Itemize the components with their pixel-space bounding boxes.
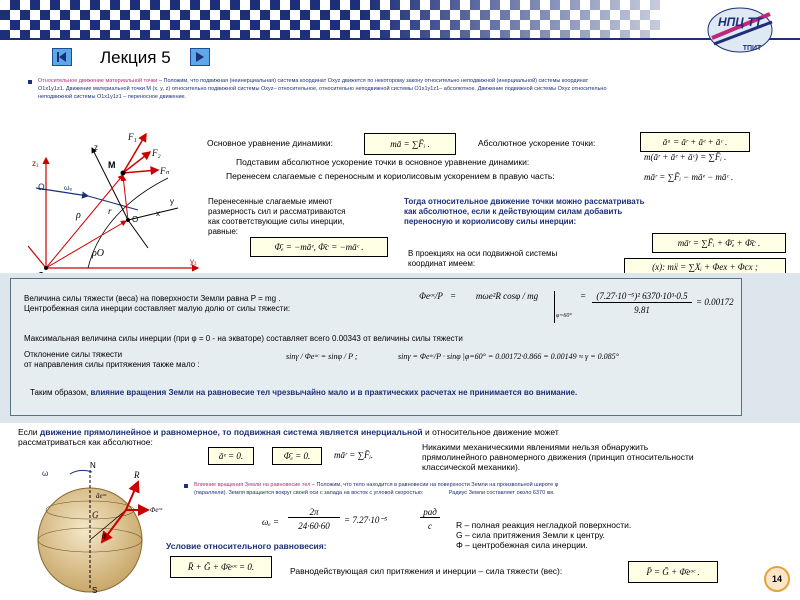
relativity-line3: классической механики).: [422, 462, 521, 472]
label-phi: Φeᵒᶜ: [150, 506, 163, 514]
resultant-label: Равнодействующая сил притяжения и инерции – сила тяжести (вес):: [290, 566, 563, 576]
transfer-line1: Перенесенные слагаемые имеют: [208, 197, 333, 206]
label-F1: F₁: [128, 132, 137, 142]
omega-value: = 7.27·10⁻⁵: [344, 515, 388, 525]
sine-gamma-formula: sinγ = Φeᵒᶜ/P · sinφ |φ=60° = 0.00172·0.866 = 0.00149 ≈ γ = 0.085°: [398, 352, 619, 361]
inertial-pre: Если: [18, 427, 40, 437]
omega-formula: [262, 507, 452, 541]
dynamics-formula: mā = ∑F̄ᵢ .: [364, 133, 456, 155]
earth-rotation-text: [194, 481, 790, 497]
earth-rotation-line1: – Положим, что тело находится в равновесии на поверхности Земли на произвольной широте φ: [310, 482, 559, 488]
ae-zero-formula: āᵉ = 0.: [208, 447, 254, 465]
label-omega: ω: [42, 469, 49, 478]
move-label: Перенесем слагаемые с переносным и кориолисовым ускорением в правую часть:: [226, 171, 555, 181]
deviation-line1: Отклонение силы тяжести: [24, 350, 123, 359]
label-S: S: [92, 586, 98, 595]
ratio-middle: mωe²R cosφ / mg: [475, 291, 539, 301]
page-title: Лекция 5: [100, 48, 171, 67]
relativity-line1: Никакими механическими явлениями нельзя обнаружить: [422, 442, 649, 452]
inertial-rest: и относительное движение может: [422, 427, 559, 437]
ratio-rhs-num: (7.27·10⁻⁵)² 6370·10³·0.5: [592, 291, 692, 303]
gravity-line2: Центробежная сила инерции составляет малую долю от силы тяжести:: [24, 304, 291, 313]
relativity-line2: прямолинейного равномерного движения (принцип относительности: [422, 452, 694, 462]
subst-label: Подставим абсолютное ускорение точки в основное уравнение динамики:: [236, 157, 530, 167]
deviation-line2: от направления силы притяжения также мало :: [24, 360, 200, 369]
abs-acc-label: Абсолютное ускорение точки:: [478, 138, 596, 148]
ratio-rhs-den: 9.81: [634, 305, 650, 315]
max-inertia-text: Максимальная величина силы инерции (при φ = 0 - на экваторе) составляет всего 0.00343 от величины силы тяжести: [24, 334, 463, 343]
subst-formula: m(āʳ + āᵉ + āᶜ) = ∑F̄ᵢ .: [644, 152, 727, 162]
then-text: [404, 197, 645, 227]
label-rho0: ρO: [92, 248, 105, 259]
sine-law-formula: sinγ / Φeᵒᶜ = sinφ / P ;: [286, 352, 358, 361]
relative-motion-diagram: [28, 118, 208, 278]
conclusion-bold: влияние вращения Земли на равновесие тел чрезвычайно мало и в практических расчетах не принимается во внимание.: [90, 388, 578, 397]
label-omega-big: Ω: [38, 182, 45, 192]
label-O: O: [132, 215, 139, 224]
Phi-definition: Φ – центробежная сила инерции.: [456, 540, 588, 550]
label-z1: z₁: [32, 159, 39, 168]
R-definition: R – полная реакция негладкой поверхности.: [456, 520, 632, 530]
ratio-lhs: Φeᵒᶜ/P: [419, 291, 443, 301]
logo: [700, 4, 784, 56]
prev-slide-button[interactable]: [52, 48, 72, 66]
abs-acc-formula: āᵃ = āʳ + āᵉ + āᶜ .: [640, 132, 750, 152]
header-fade: [0, 0, 660, 38]
label-Fn: Fₙ: [160, 166, 170, 176]
label-G: G: [92, 510, 99, 520]
equilibrium-formula: R̄ + Ḡ + Φ̄eᵒᶜ = 0.: [170, 556, 272, 578]
label-aoc: āeᵒᶜ: [96, 492, 107, 500]
axis-x1: [28, 246, 46, 268]
gravity-line1: Величина силы тяжести (веса) на поверхности Земли равна P = mg .: [24, 294, 281, 303]
deviation-text: [24, 350, 200, 370]
next-slide-button[interactable]: [190, 48, 210, 66]
proj-line2: координат имеем:: [408, 259, 476, 268]
gravity-text: [24, 294, 290, 314]
prev-icon: [53, 49, 71, 65]
earth-rotation-line2: (параллели). Земля вращается вокруг своей оси с запада на восток с угловой скоростью:: [194, 490, 424, 496]
intro-highlight: Относительное движение материальной точки: [38, 78, 158, 84]
omega-unit-num: рад: [420, 507, 440, 518]
label-F2: F₂: [152, 148, 161, 158]
then-line1: Тогда относительное движение точки можно рассматривать: [404, 197, 645, 206]
transfer-text: [208, 197, 345, 237]
relative-motion-formula: māʳ = ∑F̄ᵢ + Φ̄ₑ + Φ̄c .: [652, 233, 786, 253]
transfer-line3: как соответствующие силы инерции,: [208, 217, 345, 226]
label-M: M: [108, 160, 116, 170]
intro-line3: неподвижной системы O1x1y1z1 – переносное движение.: [38, 94, 187, 100]
inertial-bold: движение прямолинейное и равномерное, то подвижная система является инерциальной: [39, 427, 423, 437]
page-number-badge: 14: [764, 566, 790, 592]
omega-den: 24·60·60: [298, 521, 330, 531]
earth-bullet: [184, 484, 188, 488]
transfer-line4: равные:: [208, 227, 238, 236]
relativity-text: [422, 442, 694, 472]
label-N: N: [90, 461, 96, 470]
intro-line1: – Положим, что подвижная (неинерциальная) система координат Oxyz движется по некоторому закону относительно неподвижной (инерциальной) системы координат: [157, 78, 589, 84]
omega-lhs: ωₑ =: [262, 517, 280, 527]
mar-formula: māʳ = ∑F̄ᵢ.: [334, 450, 374, 460]
proj-line1: В проекциях на оси подвижной системы: [408, 249, 558, 258]
label-y: y: [170, 197, 174, 206]
ratio-value: = 0.00172: [696, 297, 734, 307]
conclusion-text: [30, 388, 730, 398]
ratio-sub: φ=60°: [556, 313, 572, 319]
label-phi-angle: φ: [102, 533, 107, 540]
header-rule: [0, 38, 800, 40]
intro-bullet: [28, 80, 32, 84]
earth-diagram: [30, 460, 190, 595]
resultant-formula: P̄ = Ḡ + Φ̄eᵒᶜ .: [628, 561, 718, 583]
label-y1: y₁: [190, 257, 197, 266]
label-z: z: [94, 143, 98, 152]
intro-text: [38, 77, 790, 101]
label-omega-e: ωₑ: [64, 185, 73, 192]
logo-text: НПЦ ТТ: [717, 15, 763, 29]
projection-formula: (x): mẍ = ∑Xᵢ + Φex + Φcx ;: [624, 258, 786, 276]
label-x: x: [156, 209, 160, 218]
label-R: R: [134, 470, 140, 480]
inertial-line2: рассматриваться как абсолютное:: [18, 437, 153, 447]
conclusion-pre: Таким образом,: [30, 388, 91, 397]
then-line2: как абсолютное, если к действующим силам добавить: [404, 207, 623, 216]
earth-radius: Радиус Земли составляет около 6370 км.: [448, 490, 555, 496]
proj-text: [408, 249, 557, 269]
transfer-line2: размерность сил и рассматриваются: [208, 207, 346, 216]
G-definition: G – сила притяжения Земли к центру.: [456, 530, 605, 540]
dynamics-label: Основное уравнение динамики:: [207, 138, 333, 148]
move-formula: māʳ = ∑F̄ᵢ − māᵉ − māᶜ .: [644, 172, 734, 182]
omega-num: 2π: [288, 507, 340, 518]
omega-unit-den: с: [428, 521, 432, 531]
then-line3: переносную и кориолисову силы инерции:: [404, 217, 577, 226]
earth-rotation-highlight: Влияние вращения Земли на равновесие тел: [194, 482, 311, 488]
force-definitions: [456, 520, 631, 550]
intro-line2: O1x1y1z1. Движение материальной точки M (x, y, z) относительно подвижной системы Oxyz– относительное, относительно неподвижной системы O1x1y1z1– абсолютное. Движение подвижной системы Oxyz относительно: [38, 86, 607, 92]
label-r: r: [108, 206, 112, 216]
next-icon: [191, 49, 209, 65]
equilibrium-title: Условие относительного равновесия:: [166, 541, 327, 551]
ratio-formula: Φeᵒᶜ/P = mωe²R cosφ / mg φ=60° = (7.27·10⁻⁵)² 6370·10³·0.5 9.81 = 0.00172: [416, 291, 746, 323]
logo-subtext: ТПИТ: [742, 45, 762, 52]
phie-zero-formula: Φ̄ₑ = 0.: [272, 447, 322, 465]
label-rho: ρ: [76, 210, 81, 221]
inertia-formula: Φ̄ₑ = −māᵉ, Φ̄c = −māᶜ .: [250, 237, 388, 257]
